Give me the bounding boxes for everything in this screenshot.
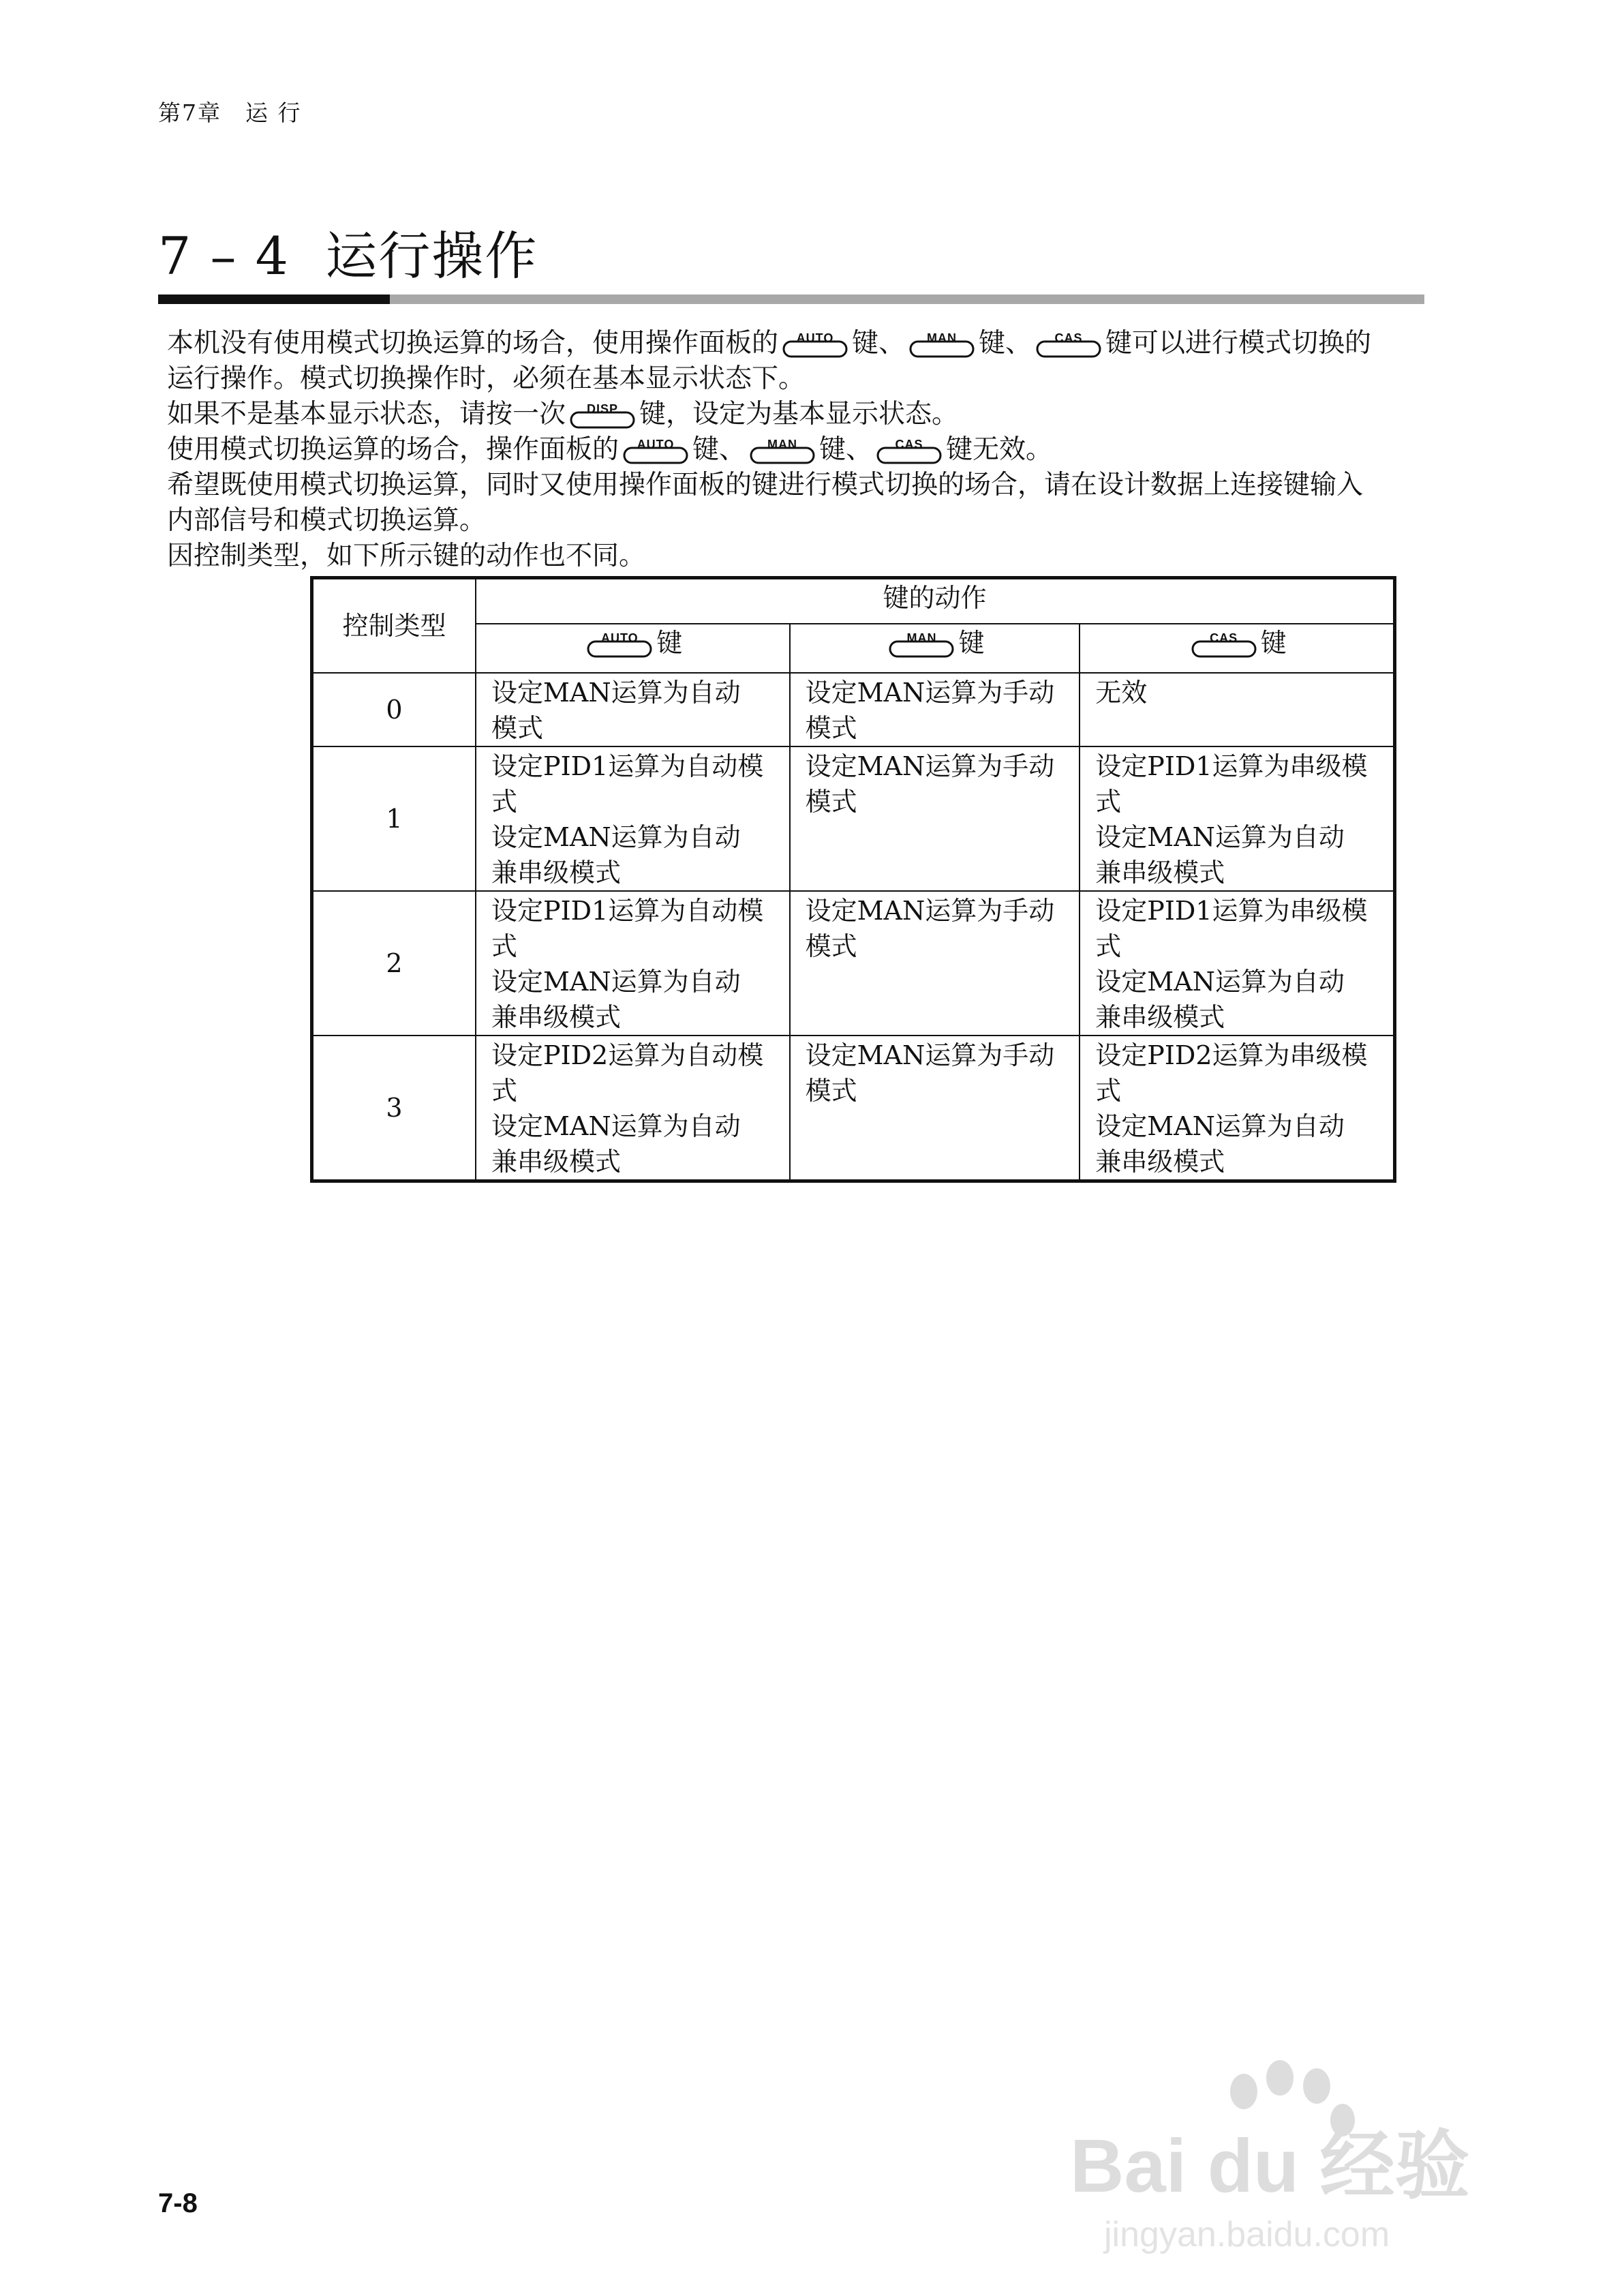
auto-action-cell: 设定PID1运算为自动模 式 设定MAN运算为自动 兼串级模式 (476, 746, 790, 891)
header-man-key: MAN 键 (790, 624, 1080, 673)
auto-key-icon: AUTO (587, 626, 652, 659)
body-line: 使用模式切换运算的场合，操作面板的 AUTO 键、 MAN 键、 CAS 键无效。 (167, 432, 1421, 468)
body-line: 运行操作。模式切换操作时，必须在基本显示状态下。 (167, 363, 806, 394)
chapter-header: 第7章 运 行 (158, 100, 302, 126)
control-type-cell: 0 (312, 673, 476, 746)
man-key-icon: MAN (889, 626, 954, 659)
body-text (167, 326, 1421, 574)
table-row (312, 1036, 1395, 1181)
disp-key-icon: DISP (570, 397, 635, 429)
svg-text:jingyan.baidu.com: jingyan.baidu.com (1104, 2215, 1390, 2254)
header-cas-key: CAS 键 (1080, 624, 1394, 673)
table-row (312, 746, 1395, 891)
key-action-table (310, 576, 1396, 1183)
baidu-jingyan-watermark-icon (1063, 2052, 1472, 2256)
body-line: 本机没有使用模式切换运算的场合，使用操作面板的 AUTO 键、 MAN 键、 CAS 键可以进行模式切换的 (167, 326, 1421, 361)
header-control-type: 控制类型 (312, 578, 476, 674)
body-line: 如果不是基本显示状态，请按一次 DISP 键，设定为基本显示状态。 (167, 397, 1421, 432)
auto-key-icon: AUTO (623, 432, 688, 465)
control-type-cell: 1 (312, 746, 476, 891)
table-row (312, 673, 1395, 746)
cas-key-icon: CAS (876, 432, 942, 465)
cas-action-cell: 设定PID2运算为串级模 式 设定MAN运算为自动 兼串级模式 (1080, 1036, 1394, 1181)
table-row (312, 891, 1395, 1036)
cas-key-icon: CAS (1036, 326, 1101, 359)
man-action-cell: 设定MAN运算为手动 模式 (790, 746, 1080, 891)
body-line: 希望既使用模式切换运算，同时又使用操作面板的键进行模式切换的场合，请在设计数据上连接键输入 (167, 470, 1364, 500)
man-action-cell: 设定MAN运算为手动 模式 (790, 673, 1080, 746)
man-action-cell: 设定MAN运算为手动 模式 (790, 891, 1080, 1036)
man-key-icon: MAN (750, 432, 815, 465)
auto-action-cell: 设定PID2运算为自动模 式 设定MAN运算为自动 兼串级模式 (476, 1036, 790, 1181)
auto-action-cell: 设定MAN运算为自动 模式 (476, 673, 790, 746)
title-rule-accent (158, 294, 390, 304)
cas-action-cell: 无效 (1080, 673, 1394, 746)
auto-action-cell: 设定PID1运算为自动模 式 设定MAN运算为自动 兼串级模式 (476, 891, 790, 1036)
section-title: 7 – 4 运行操作 (158, 226, 538, 286)
control-type-cell: 3 (312, 1036, 476, 1181)
cas-action-cell: 设定PID1运算为串级模 式 设定MAN运算为自动 兼串级模式 (1080, 746, 1394, 891)
page-number: 7-8 (158, 2188, 198, 2218)
control-type-cell: 2 (312, 891, 476, 1036)
header-auto-key: AUTO 键 (476, 624, 790, 673)
cas-action-cell: 设定PID1运算为串级模 式 设定MAN运算为自动 兼串级模式 (1080, 891, 1394, 1036)
header-key-action: 键的动作 (476, 578, 1395, 624)
body-line: 内部信号和模式切换运算。 (167, 505, 487, 536)
svg-text:Bai du 经验: Bai du 经验 (1070, 2124, 1470, 2208)
cas-key-icon: CAS (1191, 626, 1257, 659)
body-line: 因控制类型，如下所示键的动作也不同。 (167, 541, 646, 571)
auto-key-icon: AUTO (782, 326, 848, 359)
man-action-cell: 设定MAN运算为手动 模式 (790, 1036, 1080, 1181)
man-key-icon: MAN (909, 326, 975, 359)
